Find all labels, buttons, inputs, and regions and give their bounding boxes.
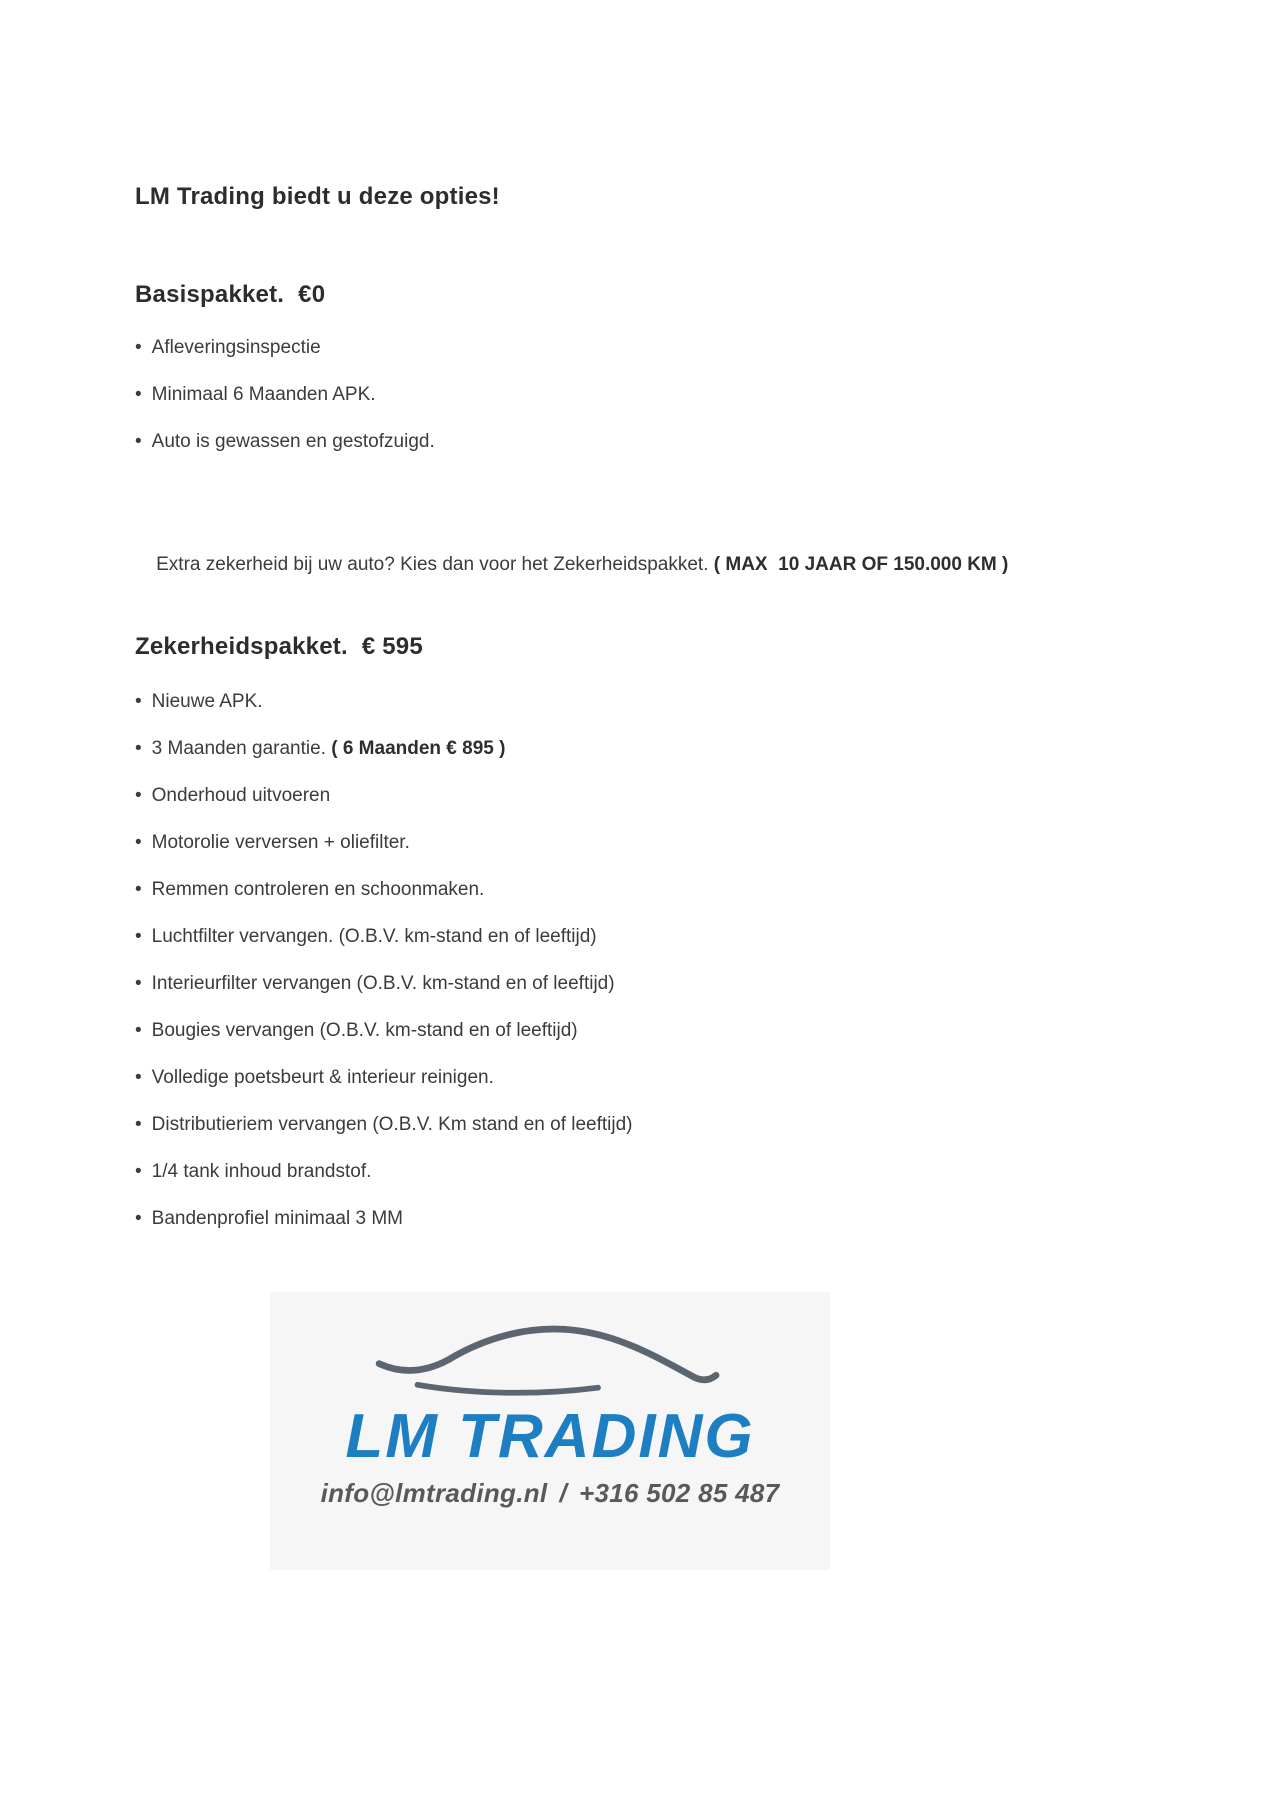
list-item-text: Auto is gewassen en gestofzuigd. [151, 431, 435, 452]
list-item [135, 725, 1160, 772]
zekerheidspakket-heading [135, 632, 1160, 662]
list-item [135, 324, 1160, 371]
basispakket-heading [135, 280, 1160, 310]
logo-brand-text: LM TRADING [345, 1402, 755, 1471]
list-item [135, 1148, 1160, 1195]
bullet-icon: • [135, 337, 142, 358]
bullet-icon: • [135, 691, 142, 712]
list-item [135, 913, 1160, 960]
basispakket-price: €0 [298, 281, 326, 308]
list-item-bold: ( 6 Maanden € 895 ) [331, 738, 506, 759]
logo-email: info@lmtrading.nl [320, 1478, 548, 1508]
bullet-icon: • [135, 832, 142, 853]
zekerheidspakket-section [135, 632, 1160, 1242]
bullet-icon: • [135, 1114, 142, 1135]
basispakket-section [135, 280, 1160, 465]
extra-zekerheid-text: Extra zekerheid bij uw auto? Kies dan voor het Zekerheidspakket. [156, 554, 714, 575]
list-item-text: Afleveringsinspectie [151, 337, 321, 358]
extra-zekerheid-line [135, 520, 1160, 610]
list-item [135, 866, 1160, 913]
bullet-icon: • [135, 879, 142, 900]
bullet-icon: • [135, 384, 142, 405]
list-item [135, 418, 1160, 465]
bullet-icon: • [135, 1161, 142, 1182]
list-item [135, 1195, 1160, 1242]
list-item-text: Onderhoud uitvoeren [151, 785, 331, 806]
basispakket-list [135, 324, 1160, 465]
zekerheidspakket-price: € 595 [361, 633, 423, 660]
bullet-icon: • [135, 431, 142, 452]
logo-phone: +316 502 85 487 [578, 1478, 780, 1508]
list-item-text: Minimaal 6 Maanden APK. [151, 384, 376, 405]
bullet-icon: • [135, 738, 142, 759]
list-item [135, 1007, 1160, 1054]
list-item-text: Bandenprofiel minimaal 3 MM [151, 1208, 403, 1229]
bullet-icon: • [135, 1067, 142, 1088]
basispakket-heading-text: Basispakket. [135, 281, 285, 308]
extra-zekerheid-bold: ( MAX 10 JAAR OF 150.000 KM ) [713, 554, 1009, 575]
car-body-stroke [418, 1385, 598, 1393]
car-silhouette-icon [365, 1308, 735, 1404]
list-item [135, 1054, 1160, 1101]
list-item-text: Volledige poetsbeurt & interieur reinigen. [151, 1067, 494, 1088]
zekerheidspakket-list [135, 678, 1160, 1242]
list-item [135, 371, 1160, 418]
list-item [135, 678, 1160, 725]
bullet-icon: • [135, 1020, 142, 1041]
list-item-text: Luchtfilter vervangen. (O.B.V. km-stand en of leeftijd) [151, 926, 597, 947]
bullet-icon: • [135, 785, 142, 806]
bullet-icon: • [135, 926, 142, 947]
list-item [135, 1101, 1160, 1148]
bullet-icon: • [135, 1208, 142, 1229]
list-item [135, 960, 1160, 1007]
list-item-text: Interieurfilter vervangen (O.B.V. km-stand en of leeftijd) [151, 973, 615, 994]
logo-contact-line [270, 1476, 830, 1510]
list-item-text: 1/4 tank inhoud brandstof. [151, 1161, 372, 1182]
list-item-text: Remmen controleren en schoonmaken. [151, 879, 485, 900]
list-item [135, 772, 1160, 819]
list-item-text: 3 Maanden garantie. [151, 738, 332, 759]
list-item-text: Bougies vervangen (O.B.V. km-stand en of leeftijd) [151, 1020, 578, 1041]
page-title: LM Trading biedt u deze opties! [135, 183, 500, 210]
list-item-text: Nieuwe APK. [151, 691, 263, 712]
list-item-text: Distributieriem vervangen (O.B.V. Km stand en of leeftijd) [151, 1114, 633, 1135]
contact-separator: / [559, 1478, 567, 1508]
company-logo-box [270, 1292, 830, 1570]
bullet-icon: • [135, 973, 142, 994]
car-roofline-stroke [379, 1329, 716, 1380]
zekerheidspakket-heading-text: Zekerheidspakket. [135, 633, 348, 660]
list-item [135, 819, 1160, 866]
list-item-text: Motorolie verversen + oliefilter. [151, 832, 410, 853]
